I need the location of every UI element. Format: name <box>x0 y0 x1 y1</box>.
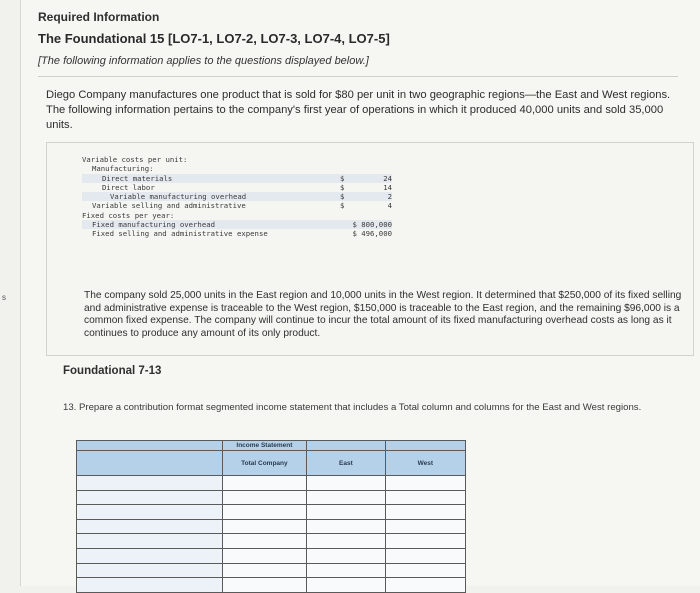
question-panel <box>20 0 700 586</box>
table-row <box>77 548 466 563</box>
foundational-title: The Foundational 15 [LO7-1, LO7-2, LO7-3, LO7-4, LO7-5] <box>38 31 390 46</box>
total-cell[interactable] <box>222 578 307 593</box>
question-13-text: 13. Prepare a contribution format segmented income statement that includes a Total column and columns for the East and West regions. <box>63 402 642 413</box>
cost-row <box>82 164 392 173</box>
west-header: West <box>385 451 465 476</box>
cost-amount: $ 496,000 <box>352 229 392 239</box>
cost-amount: $ 800,000 <box>352 220 392 230</box>
table-row <box>77 578 466 593</box>
east-header: East <box>307 451 385 476</box>
cost-row <box>82 229 392 238</box>
cost-label: Fixed manufacturing overhead <box>92 220 216 230</box>
east-cell[interactable] <box>307 563 385 578</box>
income-statement-title: Income Statement <box>222 441 307 451</box>
cost-currency: $ <box>340 173 345 183</box>
table-row <box>77 519 466 534</box>
cost-label: Variable selling and administrative <box>92 201 246 211</box>
foundational-subheading: Foundational 7-13 <box>63 365 162 377</box>
label-cell[interactable] <box>77 578 223 593</box>
east-cell[interactable] <box>307 490 385 505</box>
total-cell[interactable] <box>222 534 307 549</box>
segment-info-paragraph: The company sold 25,000 units in the East region and 10,000 units in the West region. It determined that $250,000 of its fixed selling and administrative expense is traceable to the West region, $150,000 is traceable to the East region, and the remaining $96,000 is a common fixed expense. The company will continue to incur the total amount of its fixed manufacturing overhead costs as long as it continues to produce any amount of its only product. <box>84 290 682 339</box>
income-statement-table <box>76 440 466 593</box>
table-row <box>77 490 466 505</box>
label-cell[interactable] <box>77 519 223 534</box>
information-box <box>46 142 694 356</box>
cost-currency: $ <box>340 192 345 202</box>
west-cell[interactable] <box>385 548 465 563</box>
west-cell[interactable] <box>385 563 465 578</box>
west-cell[interactable] <box>385 490 465 505</box>
label-column-header <box>77 451 223 476</box>
cost-label: Variable manufacturing overhead <box>110 192 247 202</box>
west-cell[interactable] <box>385 519 465 534</box>
label-cell[interactable] <box>77 563 223 578</box>
table-row <box>77 534 466 549</box>
east-cell[interactable] <box>307 578 385 593</box>
cost-amount: 2 <box>387 192 392 202</box>
label-cell[interactable] <box>77 476 223 491</box>
total-cell[interactable] <box>222 519 307 534</box>
west-cell[interactable] <box>385 578 465 593</box>
label-cell[interactable] <box>77 490 223 505</box>
cost-label: Fixed costs per year: <box>82 210 175 220</box>
east-cell[interactable] <box>307 505 385 520</box>
cost-table <box>82 155 392 239</box>
required-information-heading: Required Information <box>38 10 160 24</box>
cost-row <box>82 220 392 229</box>
cost-label: Manufacturing: <box>92 164 154 174</box>
label-cell[interactable] <box>77 534 223 549</box>
cost-row <box>82 211 392 220</box>
total-cell[interactable] <box>222 505 307 520</box>
blank-header <box>307 441 385 451</box>
blank-header <box>385 441 465 451</box>
cost-row <box>82 155 392 164</box>
table-row <box>77 505 466 520</box>
total-cell[interactable] <box>222 563 307 578</box>
east-cell[interactable] <box>307 476 385 491</box>
total-cell[interactable] <box>222 490 307 505</box>
west-cell[interactable] <box>385 505 465 520</box>
cost-row <box>82 201 392 210</box>
cost-amount: 14 <box>383 182 392 192</box>
blank-header <box>77 441 223 451</box>
cost-label: Variable costs per unit: <box>82 155 188 164</box>
side-margin-text: s <box>2 293 6 302</box>
cost-currency: $ <box>340 182 345 192</box>
cost-amount: 24 <box>383 173 392 183</box>
applies-note: [The following information applies to the questions displayed below.] <box>38 55 369 67</box>
cost-label: Direct labor <box>102 182 155 192</box>
intro-text: Diego Company manufactures one product that is sold for $80 per unit in two geographic regions—the East and West regions. The following information pertains to the company's first year of operations in which it produced 40,000 units and sold 35,000 units. <box>46 89 671 131</box>
cost-row <box>82 174 392 183</box>
cost-row <box>82 192 392 201</box>
cost-amount: 4 <box>387 201 392 211</box>
cost-label: Fixed selling and administrative expense <box>92 229 268 239</box>
divider <box>38 76 678 77</box>
west-cell[interactable] <box>385 476 465 491</box>
label-cell[interactable] <box>77 505 223 520</box>
cost-currency: $ <box>340 201 345 211</box>
table-row <box>77 563 466 578</box>
total-cell[interactable] <box>222 548 307 563</box>
west-cell[interactable] <box>385 534 465 549</box>
east-cell[interactable] <box>307 519 385 534</box>
table-row <box>77 476 466 491</box>
east-cell[interactable] <box>307 548 385 563</box>
cost-label: Direct materials <box>102 173 173 183</box>
total-cell[interactable] <box>222 476 307 491</box>
label-cell[interactable] <box>77 548 223 563</box>
total-company-header: Total Company <box>222 451 307 476</box>
east-cell[interactable] <box>307 534 385 549</box>
cost-row <box>82 183 392 192</box>
